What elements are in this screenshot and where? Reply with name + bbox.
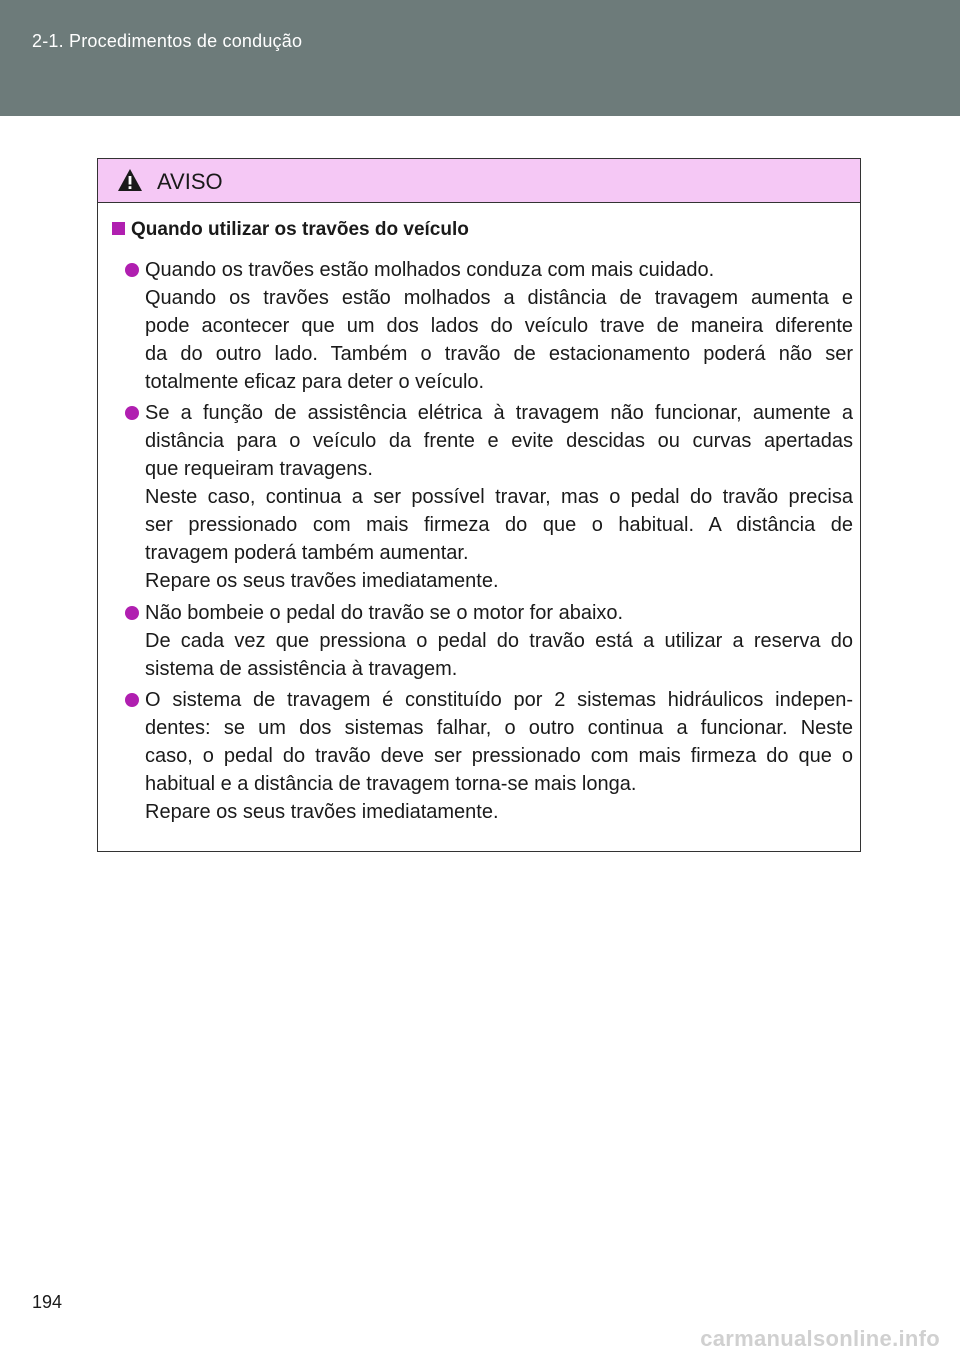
warning-subtitle (112, 219, 469, 241)
warning-item (125, 686, 853, 826)
item-line: Quando os travões estão molhados conduza com mais cuidado. (145, 259, 715, 281)
round-bullet-icon (125, 606, 139, 620)
round-bullet-icon (125, 406, 139, 420)
page-number: 194 (32, 1292, 63, 1312)
warning-item (125, 256, 853, 396)
item-line: Não bombeie o pedal do travão se o motor for abaixo. (145, 602, 624, 624)
watermark: carmanualsonline.info (700, 1326, 940, 1351)
item-line: da do outro lado. Também o travão de estacionamento poderá não ser (145, 343, 853, 365)
item-line: travagem poderá também aumentar. (145, 542, 469, 564)
item-line: Repare os seus travões imediatamente. (145, 570, 499, 592)
warning-item (125, 399, 853, 595)
item-line: O sistema de travagem é constituído por 2 sistemas hidráulicos indepen- (145, 689, 853, 711)
item-line: totalmente eficaz para deter o veículo. (145, 371, 485, 393)
item-line: Quando os travões estão molhados a distância de travagem aumenta e (145, 287, 853, 309)
item-line: De cada vez que pressiona o pedal do travão está a utilizar a reserva do (145, 630, 853, 652)
item-line: distância para o veículo da frente e evite descidas ou curvas apertadas (145, 430, 853, 452)
item-line: sistema de assistência à travagem. (145, 658, 458, 680)
header-band (0, 0, 960, 116)
warning-header (98, 159, 860, 203)
item-line: Neste caso, continua a ser possível travar, mas o pedal do travão precisa (145, 486, 853, 508)
item-line: pode acontecer que um dos lados do veículo trave de maneira diferente (145, 315, 853, 337)
item-line: Repare os seus travões imediatamente. (145, 801, 499, 823)
item-line: Se a função de assistência elétrica à travagem não funcionar, aumente a (145, 402, 853, 424)
warning-label: AVISO (157, 169, 223, 194)
item-line: ser pressionado com mais firmeza do que o habitual. A distância de (145, 514, 853, 536)
item-line: habitual e a distância de travagem torna-se mais longa. (145, 773, 637, 795)
warning-box (97, 158, 861, 852)
warning-subtitle-text: Quando utilizar os travões do veículo (131, 219, 469, 240)
warning-triangle-icon (117, 168, 143, 192)
section-title: 2-1. Procedimentos de condução (32, 31, 303, 51)
round-bullet-icon (125, 693, 139, 707)
item-line: caso, o pedal do travão deve ser pressionado com mais firmeza do que o (145, 745, 853, 767)
square-bullet-icon (112, 222, 125, 235)
item-line: que requeiram travagens. (145, 458, 373, 480)
round-bullet-icon (125, 263, 139, 277)
item-line: dentes: se um dos sistemas falhar, o outro continua a funcionar. Neste (145, 717, 853, 739)
warning-item (125, 599, 853, 683)
